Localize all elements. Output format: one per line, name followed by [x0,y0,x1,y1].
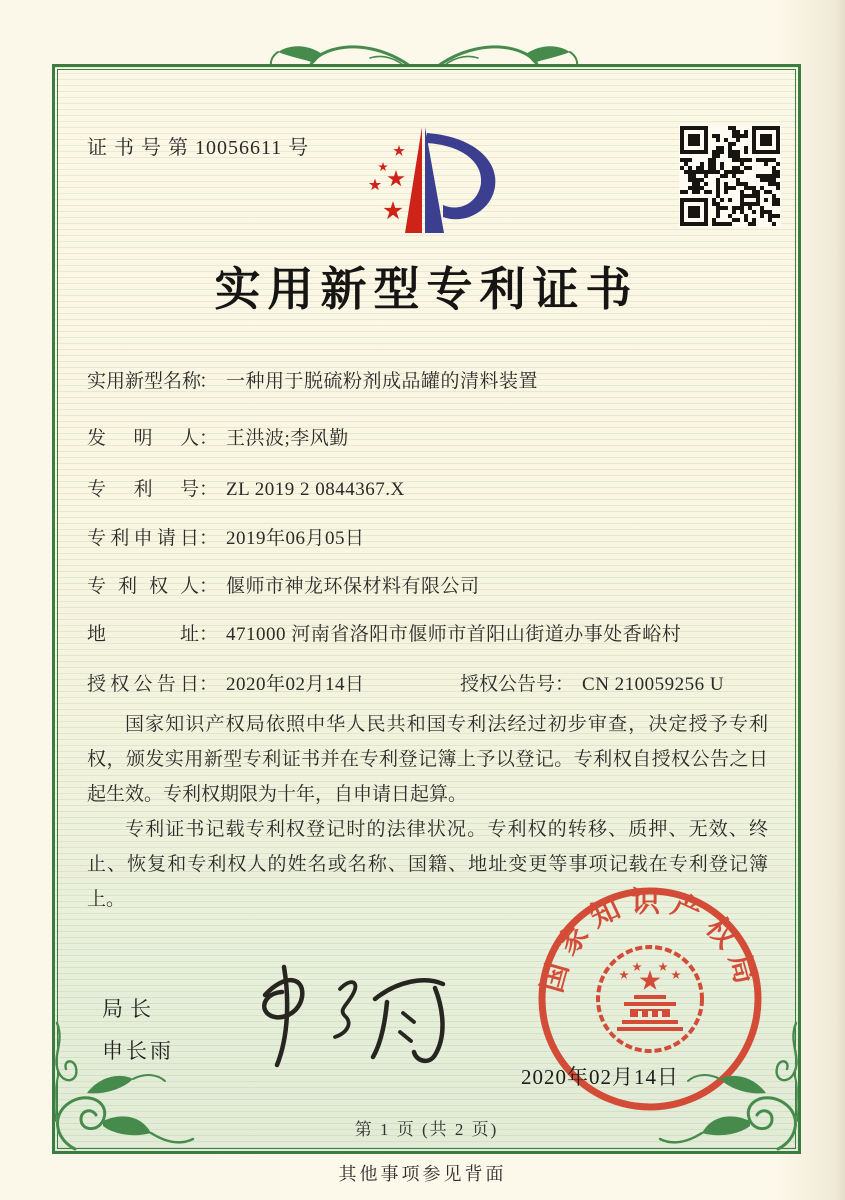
colon: ： [555,674,575,695]
colon: ： [199,479,219,500]
signature-handwriting [227,955,472,1075]
scroll-flourish-bottom-right [658,1021,810,1153]
field-row-address [87,619,681,646]
field-label: 地址 [87,624,199,645]
back-note: 其他事项参见背面 [338,1164,507,1184]
field-value: 一种用于脱硫粉剂成品罐的清料装置 [226,371,539,392]
grant-date: 2020年02月14日 [226,674,365,695]
seal-text: 国家知识产权局 [536,886,764,996]
field-value: 471000 河南省洛阳市偃师市首阳山街道办事处香峪村 [226,624,682,645]
field-row-grant [87,669,725,696]
certificate-frame [52,64,801,1154]
field-row-name [87,366,538,393]
certificate-number: 证 书 号 第 10056611 号 [87,137,310,159]
field-label: 授权公告号 [460,674,556,695]
field-row-filing-date [87,523,365,550]
field-row-inventor [87,423,349,450]
colon: ： [199,674,219,695]
colon: ： [199,428,219,449]
colon: ： [199,371,219,392]
field-label: 专利申请日 [87,528,199,549]
legal-paragraph-1: 国家知识产权局依照中华人民共和国专利法经过初步审查，决定授予专利权，颁发实用新型专利证书并在专利登记簿上予以登记。专利权自授权公告之日起生效。专利权期限为十年，自申请日起算。 [87,714,768,805]
grant-no-pair [460,669,724,696]
grant-no: CN 210059256 U [582,674,725,695]
field-value: 王洪波;李风勤 [226,428,349,449]
field-label: 专利权人 [87,576,199,597]
logo-stars [369,145,405,219]
field-label: 发明人 [87,428,199,449]
field-row-patent-no [87,474,405,501]
colon: ： [199,576,219,597]
field-row-patentee [87,571,480,598]
field-value: 2019年06月05日 [226,528,365,549]
field-label: 专利号 [87,479,199,500]
president-name: 申长雨 [102,1039,174,1063]
colon: ： [199,624,219,645]
legal-paragraph-2: 专利证书记载专利权登记时的法律状况。专利权的转移、质押、无效、终止、恢复和专利权人的姓名或名称、国籍、地址变更等事项记载在专利登记簿上。 [87,819,768,910]
field-label: 实用新型名称 [87,371,202,392]
certificate-title: 实用新型专利证书 [214,264,639,315]
scroll-flourish-bottom-left [43,1021,195,1153]
seal-date: 2020年02月14日 [521,1065,679,1089]
field-label: 授权公告日 [87,674,199,695]
field-value: ZL 2019 2 0844367.X [226,479,405,500]
president-title: 局长 [102,997,158,1021]
logo-obelisk-red [405,127,422,233]
field-value: 偃师市神龙环保材料有限公司 [226,576,480,597]
cnipa-logo [347,119,519,245]
page-number: 第 1 页 (共 2 页) [354,1120,499,1139]
qr-code [679,125,781,227]
colon: ： [199,528,219,549]
